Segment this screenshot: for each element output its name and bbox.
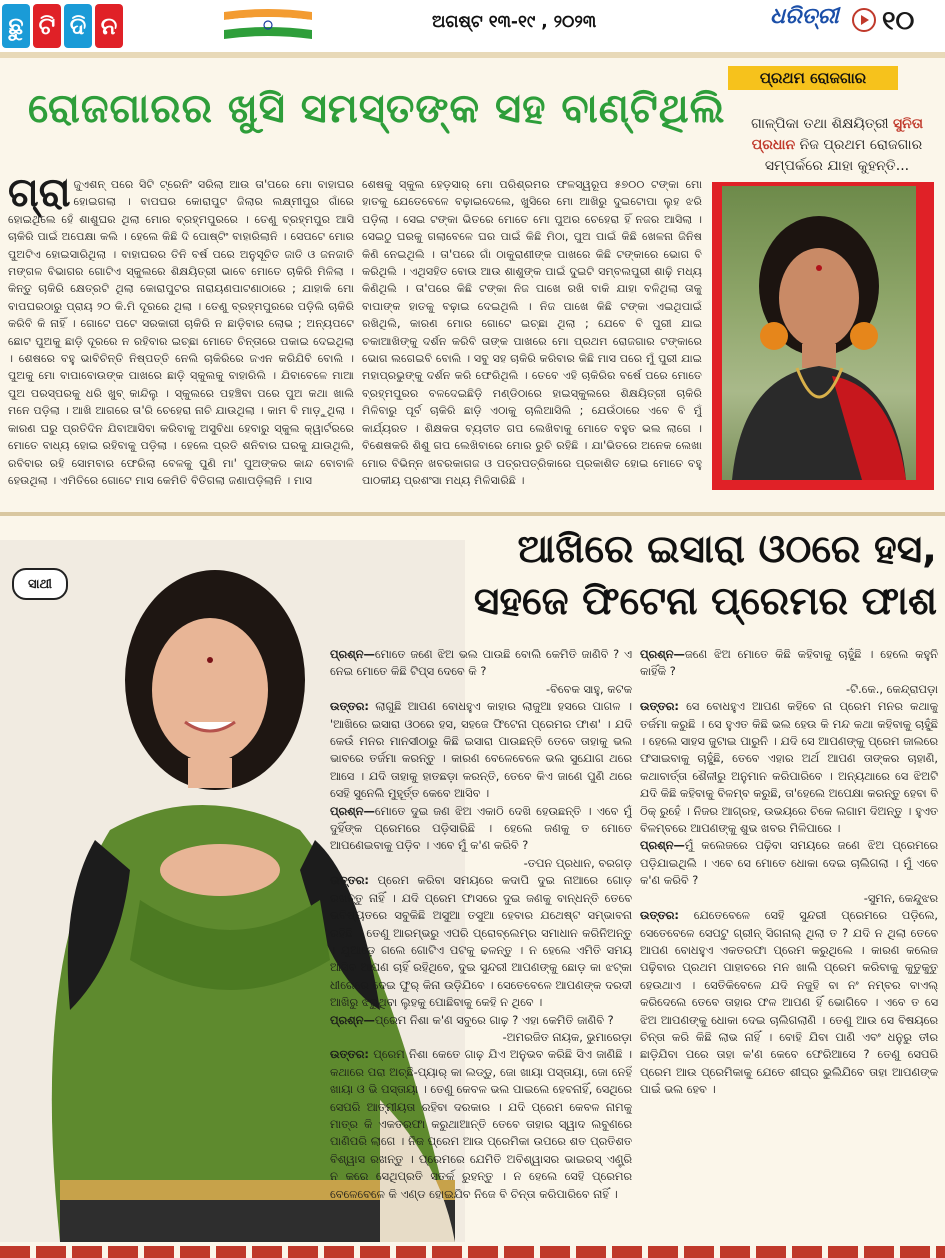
section-tile: ଦି (64, 4, 92, 48)
headline: ରୋଜଗାରର ଖୁସି ସମସ୍ତଙ୍କ ସହ ବାଣ୍ଟିଥିଲି (28, 86, 726, 132)
question-label: ପ୍ରଶ୍ନ— (640, 647, 685, 661)
reader-signature: -ଟି.କେ., କେନ୍ଦ୍ରାପଡ଼ା (846, 681, 938, 696)
answer-text: ଯେତେବେଳେ ସେହି ସୁନ୍ଦରୀ ପ୍ରେମରେ ପଡ଼ିଲେ, ସେତେବେଳେ ସେପଟୁ ଗ୍ରୀନ୍ ସିଗନାଲ୍ ଥିଲା ତ ? ଯଦି ନ ଥିଲା ତେବେ ଆପଣ ବୋଧହୁଏ ଏକତରଫା ପ୍ରେମ କରୁଥିଲେ । କାରଣ କଲେଜ ପଢ଼ିବାର ପ୍ରଥମ ପାହାଚରେ ମନ ଖାଲି ପ୍ରେମ କରିବାକୁ କୁତୁକୁତୁ ହେଉଥାଏ । ସେତିକିବେଳେ ଯଦି ନଜୁହି ବା ନଂ ନମ୍ବର ବାଏଲ୍ କରିଦେଲେ ତେବେ ତାହାର ଫଳ ଆପଣ ହିଁ ଭୋଗିବେ । ଏବେ ତ ସେ ଝିଅ ଆପଣଙ୍କୁ ଧୋକା ଦେଇ ଚାଲିଗଲାଣି । ତେଣୁ ଆଉ ସେ ବିଷୟରେ ଚିନ୍ତା କରି କିଛି ଲାଭ ନାହିଁ । ବୋହି ଯିବା ପାଣି ଏବଂ ଧନୁରୁ ତୀର ଛାଡ଼ିଯିବା ପରେ ତାହା କ'ଣ କେବେ ଫେରିଆସେ ? ତେଣୁ ସେପରି ପ୍ରେମ ଆଉ ପ୍ରେମିକାକୁ ଯେତେ ଶୀଘ୍ର ଭୁଲିଯିବେ ତାହା ଆପଣଙ୍କ ପାଇଁ ଭଲ ହେବ । (640, 908, 938, 1097)
headline-line-1: ଆଖିରେ ଇସାରା ଓଠରେ ହସ, (517, 527, 937, 572)
question-text: ମୋତେ ଦୁଇ ଜଣ ଝିଅ ଏକାଠି ଦେଖି ହେଉଛନ୍ତି । ଏବେ ମୁଁ ଦୁହିଁଙ୍କ ପ୍ରେମରେ ପଡ଼ିସାରିଛି । ହେଲେ ଜଣକୁ ତ ମୋତେ ଆପଣେଇବାକୁ ପଡ଼ିବ । ଏବେ ମୁଁ କ'ଣ କରିବି ? (330, 803, 632, 853)
issue-date: ଅଗଷ୍ଟ ୧୩-୧୯ , ୨୦୨୩ (432, 12, 597, 32)
author-name: ସୁନିତା ପ୍ରଧାନ (751, 116, 923, 153)
qa-headline (345, 524, 937, 628)
answer-text: ପ୍ରେମ ନିଶା କେତେ ଗାଢ଼ ଯିଏ ଅନୁଭବ କରିଛି ସିଏ ଜାଣିଛି । କଥାରେ ପରା ଅଚ୍ଛି-ପ୍ୟାର୍ କା ଲଡ୍ଡୁ, ଜୋ ଖାୟା ପସ୍ତାୟା, ଜୋ ନେହିଁ ଖାୟା ଓ ଭି ପସ୍ତାୟା । ତେଣୁ କେବଳ ଭଲ ପାଇଲେ ହେବନାହିଁ, ସେଥିରେ ସେପରି ଆତ୍ମୀୟତା ରହିବା ଦରକାର । ଯଦି ପ୍ରେମ କେବଳ ନାମକୁ ମାତ୍ର କି ଏକତରଫା କରୁଥାଆନ୍ତି ତେବେ ତାହାର ସ୍ୱାଦ ଲବୁଣରେ ପାଣିପରି ଲାଗେ । ନିଜ ପ୍ରେମ ଆଉ ପ୍ରେମିକା ଉପରେ ଶତ ପ୍ରତିଶତ ବିଶ୍ୱାସ ରଖନ୍ତୁ । ପ୍ରେମରେ ଯେମିତି ଅବିଶ୍ୱାସର ଭାଇରସ୍ ଏଣ୍ଟ୍ରି ନ କରେ ସେଥିପ୍ରତି ସତର୍କ ରୁହନ୍ତୁ । ନ ହେଲେ ସେହି ପ୍ରେମର ବେଳେବେଳେ କି ଏଣ୍ଡ ହୋଇଯିବ ନିଜେ ବି ଚିନ୍ତା କରିପାରିବେ ନାହିଁ । (330, 1047, 632, 1201)
play-icon (852, 8, 876, 32)
section-tile: ନ (95, 4, 123, 48)
indian-flag-icon (222, 6, 314, 44)
article-text: ଶେଷକୁ ସ୍କୁଲ ହେଡ଼ସାର୍ ମୋ ପରିଶ୍ରମର ଫଳସ୍ୱରୂପ ୫୭୦୦ ଟଙ୍କା ମୋ ହାତକୁ ଯେତେବେଳେ ବଢ଼ାଇଦେଲେ, ଖୁସିରେ ମୋ ଆଖିରୁ ଦୁଇଟୋପା ଲୁହ ଝରି ପଡ଼ିଲା । ସେଇ ଟଙ୍କା ଭିତରେ ମୋତେ ମୋ ପୁଅର ଚେହେରା ହିଁ ନଜର ଆସିଲା । ସେଇଠୁ ଘରକୁ ଗଲାବେଳେ ଘର ପାଇଁ କିଛି ମିଠା, ପୁଅ ପାଇଁ କିଛି ଖେଳନା ଜିନିଷ କିଣି ନେଇଥିଲି । ତା'ପରେ ଗାଁ ଠାକୁରାଣୀଙ୍କ ପାଖରେ କିଛି ଟଙ୍କାରେ ଭୋଗ ବି କରିଥିଲି । ଏଥିସହିତ ବୋଉ ଆଉ ଶାଶୁଙ୍କ ପାଇଁ ଦୁଇଟି ସମ୍ବଲପୁରୀ ଶାଢ଼ି ମଧ୍ୟ କିଣିଥିଲି । ତା'ପରେ କିଛି ଟଙ୍କା ନିଜ ପାଖେ ରଖି ବାକି ଯାହା ବଳିଥିଲା ତାକୁ ବାପାଙ୍କ ହାତକୁ ବଢ଼ାଇ ଦେଇଥିଲି । ନିଜ ପାଖେ କିଛି ଟଙ୍କା ଏଇଥିପାଇଁ ରଖିଥିଲି, କାରଣ ମୋର ଗୋଟେ ଇଚ୍ଛା ଥିଲା ; ଯେବେ ବି ପୁରୀ ଯାଇ ଚକାଆଖିଙ୍କୁ ଦର୍ଶନ କରିବି ତାଙ୍କ ପାଖରେ ମୋ ପ୍ରଥମ ରୋଜଗାର ଟଙ୍କାରେ ଭୋଗ ଲଗେଇବି ବୋଲି । ସବୁ ସହ ଚାକିରି କରିବାର କିଛି ମାସ ପରେ ମୁଁ ପୁରୀ ଯାଇ ମହାପ୍ରଭୁଙ୍କୁ ଦର୍ଶନ କରି ଫେରିଥିଲି । ତେବେ ଏହି ଚାକିରିର ବର୍ଷେ ପରେ ମୋତେ ବ୍ରହ୍ମପୁରର ବଳଦେଇଛିଡ଼ି ମଣ୍ଡିଠାରେ ହାଇସ୍କୁଲରେ ଶିକ୍ଷୟିତ୍ରୀ ଚାକିରି ମିଳିବାରୁ ପୂର୍ବ ଚାକିରି ଛାଡ଼ି ଏଠାକୁ ଚାଲିଆସିଲି ; ଯେଉଁଠାରେ ଏବେ ବି ମୁଁ କାର୍ଯ୍ୟରତ । ଶିକ୍ଷକତା ବ୍ୟତୀତ ଗପ ଲେଖିବାକୁ ମୋତେ ବହୁତ ଭଲ ଲାଗେ । ବିଶେଷକରି ଶିଶୁ ଗପ ଲେଖିବାରେ ମୋର ରୁଚି ରହିଛି । ଯା'ଭିତରେ ଅନେକ ଲେଖା ମୋର ବିଭିନ୍ନ ଖବରକାଗଜ ଓ ପତ୍ରପତ୍ରିକାରେ ପ୍ରକାଶିତ ହୋଇ ମୋତେ ବହୁ ପାଠକୀୟ ପ୍ରଶଂସା ମଧ୍ୟ ମିଳିସାରିଛି । (362, 178, 702, 487)
drop-cap: ଗ୍ରା (8, 176, 71, 216)
page-footer-rule (0, 1246, 945, 1258)
article-text: ଜୁଏଶନ୍ ପରେ ସିଟି ଟ୍ରେନିଂ ସରିଲା ଆଉ ତା'ପରେ ମୋ ବାହାଘର ହୋଇଗଲା । ବାପଘର କୋରାପୁଟ ଜିଲାର ଲକ୍ଷ୍ମୀପୁର ଗାଁରେ ହୋଇଥିଲେ ହେଁ ଶାଶୁଘର ଥିଲା ମୋର ବ୍ରହ୍ମପୁରରେ । ତେଣୁ ବ୍ରହ୍ମପୁର ଆସି ଚାକିରି ପାଇଁ ଅପେକ୍ଷା କଲି । ହେଲେ କିଛି ଦି ପୋଷ୍ଟିଂ ବାହାରିଲାନି । ସେପଟେ ମୋର ପୁଅଟିଏ ହୋଇସାରିଥିଲା । ବାହାଘରର ତିନି ବର୍ଷ ପରେ ଅନୁସୂଚିତ ଜାତି ଓ ଜନଜାତି ମଙ୍ଗଳ ବିଭାଗର ଗୋଟିଏ ସ୍କୁଲରେ ଶିକ୍ଷୟିତ୍ରୀ ଭାବେ ମୋତେ ଚାକିରି ମିଳିଲା । କିନ୍ତୁ ଚାକିରି କ୍ଷେତ୍ରଟି ଥିଲା କୋରାପୁଟର ନାରାୟଣପାଟଣାଠାରେ ; ଯାହାକି ମୋ ବାପଘରଠାରୁ ପ୍ରାୟ ୨୦ କି.ମି ଦୂରରେ ଥିଲା । ତେଣୁ ବ୍ରହ୍ମପୁରରେ ପଡ଼ିଲି ଚାକିରି କରିବି କି ନାହିଁ । ଗୋଟେ ପଟେ ସରକାରୀ ଚାକିରି ନ ଛାଡ଼ିବାର ଲୋଭ ; ଅନ୍ୟପଟେ ଛୋଟ ପୁଅକୁ ଛାଡ଼ି ଦୂରରେ ନ ରହିବାର ଇଚ୍ଛା ମୋତେ ଚିନ୍ତାରେ ପକାଇ ଦେଇଥିଲା । ଶେଷରେ ବହୁ ଭାବିଚିନ୍ତି ନିଷ୍ପତ୍ତି ନେଲି ଚାକିରିରେ ଜଏନ କରିଯିବି ବୋଲି । ପୁଅକୁ ମୋ ବାପାବୋଉଙ୍କ ପାଖରେ ଛାଡ଼ି ସ୍କୁଲକୁ ବାହାରିଲି । ଯିବାବେଳେ ମାଆ ପୁଅ ପରସ୍ପରକୁ ଧରି ଖୁବ୍ କାନ୍ଦିଲୁ । ସ୍କୁଲରେ ପହଞ୍ଚିବା ପରେ ପୁଅ କଥା ଖାଲି ମନେ ପଡ଼ିଲା । ଆଖି ଆଗରେ ତା'ରି ଚେହେରା ନାଚି ଯାଉଥିଲା । କାମ ବି ମାଡ଼ୁଥିଲା । କାରଣ ଘରୁ ପ୍ରତିଦିନ ଯିବାଆସିବା କରିବାକୁ ଅସୁବିଧା ହେବାରୁ ସ୍କୁଲ କ୍ୱାର୍ଟରରେ ମୋତେ ବାଧ୍ୟ ହୋଇ ରହିବାକୁ ପଡ଼ିଲା । ହେଲେ ପ୍ରତି ଶନିବାର ଘରକୁ ଯାଉଥିଲି, ରବିବାର ରହି ସୋମବାର ଫେରିଲା ବେଳକୁ ପୁଣି ମା' ପୁଅଙ୍କର କାନ୍ଦ ବୋବାଳି ହେଉଥିଲା । ଏମିତିରେ ଗୋଟେ ମାସ କେମିତି ବିତିଗଲା ଜଣାପଡ଼ିଲାନି । ମାସ (8, 178, 354, 487)
intro-suffix: ନିଜ ପ୍ରଥମ ରୋଜଗାର ସମ୍ପର୍କରେ ଯାହା କୁହନ୍ତି... (764, 137, 923, 174)
headline-line-2: ସହଜେ ଫିଟେନା ପ୍ରେମର ଫାଶ (473, 579, 937, 624)
page-number: ୧୦ (882, 6, 915, 36)
reader-signature: -ଅମରଜିତ ନାୟକ, ଭୁମାରେଡ଼ା (502, 1029, 632, 1044)
masthead (0, 0, 945, 52)
intro-prefix: ଗାଳ୍ପିକା ତଥା ଶିକ୍ଷୟିତ୍ରୀ (751, 116, 889, 132)
qa-item (640, 646, 938, 837)
answer-text: ପ୍ରେମ କରିବା ସମୟରେ କଦାପି ଦୁଇ ନାଆରେ ଗୋଡ଼ ରଖନ୍ତୁ ନାହିଁ । ଯଦି ପ୍ରେମ ଫାସରେ ଦୁଇ ଜଣକୁ ବାନ୍ଧନ୍ତି ତେବେ ଭବିଷ୍ୟତରେ ସବୁକିଛି ଅସୁଆ ତସୁଆ ହେବାର ଯଥେଷ୍ଟ ସମ୍ଭାବନା ରହିଛି । ତେଣୁ ଆରମ୍ଭରୁ ଏପରି ପ୍ରୋବ୍ଲେମ୍‌ର ସମାଧାନ କରିନିଅନ୍ତୁ । ଯୁଆଡ଼େ ଗଲେ ଗୋଟିଏ ପଟକୁ ଢଳନ୍ତୁ । ନ ହେଲେ ଏମିତି ସମୟ ଆସିବ ଆପଣ ଚାହିଁ ରହିଥିବେ, ଦୁଇ ସୁନ୍ଦରୀ ଆପଣଙ୍କୁ ଛୋଡ଼ କା ଝଟ୍‌କା ଧୀରେରେ ଦେଇ ଫୁର୍ କିନା ଉଡ଼ିଯିବେ । ସେତେବେଳେ ଆପଣଙ୍କ ଦରଦୀ ଆଖିରୁ ଝରୁଥିବା ଲୁହକୁ ପୋଛିବାକୁ କେହି ନ ଥିବେ । (330, 873, 632, 1010)
brand-logo: ଧରିତ୍ରୀ (770, 4, 839, 29)
question-text: ଜଣେ ଝିଅ ମୋତେ କିଛି କହିବାକୁ ଚାହୁଁଛି । ହେଲେ କହୁନି କାହିଁକି ? (640, 647, 938, 679)
question-label: ପ୍ରଶ୍ନ— (330, 1012, 375, 1027)
section-divider (0, 512, 945, 516)
answer-text: ସେ ବୋଧହୁଏ ଆପଣ କହିବେ ନା ପ୍ରେମ ମନର କଥାକୁ ତର୍ଜମା କରୁଛି । ସେ ହୁଏତ କିଛି ଭଲ ହେଉ କି ମନ୍ଦ କଥା କହିବାକୁ ଚାହୁଁଛି । ହେଲେ ସାହସ ଜୁଟାଇ ପାରୁନି । ଯଦି ସେ ଆପଣଙ୍କୁ ପ୍ରେମ ଜାଲରେ ଫସାଇବାକୁ ଚାହୁଁଛି, ତେବେ ଏହାର ଅର୍ଥ ଆପଣ ତାଙ୍କର ଚାହାଣି, କଥାବାର୍ତ୍ତା ଶୈଳୀରୁ ଅନୁମାନ କରିପାରିବେ । ଅନ୍ୟଥାରେ ସେ ଝିଅଟି ଯଦି କିଛି କହିବାକୁ ବିଳମ୍ବ କରୁଛି, ତା'ହେଲେ ଅପେକ୍ଷା କରନ୍ତୁ ହେବା ବି ଠିକ୍ ରୁହେଁ । ନିଜର ଆଗ୍ରହ, ଉଭୟରେ ଚିକେ ଲଗାମ ଦିଅନ୍ତୁ । ହୁଏତ ବିଳମ୍ବରେ ଆପଣଙ୍କୁ ଶୁଭ ଖବର ମିଳିପାରେ । (640, 699, 938, 836)
question-label: ପ୍ରଶ୍ନ— (330, 803, 375, 818)
answer-label: ଉତ୍ତର: (330, 1047, 369, 1062)
answer-label: ଉତ୍ତର: (640, 699, 679, 714)
question-text: ପ୍ରେମ ନିଶା କ'ଣ ସବୁରେ ଗାଢ଼ ? ଏହା କେମିତି ଜାଣିବି ? (374, 1012, 614, 1027)
qa-item (330, 1012, 632, 1203)
qa-column-2 (640, 646, 938, 1244)
answer-label: ଉତ୍ତର: (640, 908, 679, 923)
answer-text: ଲାଗୁଛି ଆପଣ ବୋଧହୁଏ କାହାର ଲାଜୁଆ ହସରେ ପାଗଳ । 'ଆଖିରେ ଇସାରା ଓଠରେ ହସ, ସହଜେ ଫିଟେନା ପ୍ରେମର ଫାଶ' । ଯଦି କେଉଁ ମନର ମାନସୀଠାରୁ କିଛି ଇସାରା ପାଉଛନ୍ତି ତେବେ ତାହାକୁ ଭଲ ଭାବରେ ତର୍ଜମା କରନ୍ତୁ । କାରଣ ବେଳେବେଳେ ଭଲ ସୁଯୋଗ ଥରେ ଆସେ । ଯଦି ତାହାକୁ ହାତଛଡ଼ା କରନ୍ତି, ତେବେ କିଏ ଜାଣେ ପୁଣି ଥରେ ସେହି ସୁନେଲି ମୁହୂର୍ତ୍ତ କେବେ ଆସିବ । (330, 699, 632, 801)
qa-item (330, 803, 632, 1012)
section-tile: ଛୁ (2, 4, 30, 48)
answer-label: ଉତ୍ତର: (330, 873, 369, 888)
reader-signature: -ସୁମନ, କେନ୍ଦୁଝର (863, 890, 938, 905)
header-divider (0, 52, 945, 58)
article-column-1 (8, 176, 354, 506)
section-tag: ପ୍ରଥମ ରୋଜଗାର (728, 66, 898, 90)
section-tile: ଟି (33, 4, 61, 48)
story-intro (748, 114, 926, 177)
qa-item (640, 837, 938, 1098)
question-text: ମୁଁ କଲେଜରେ ପଢ଼ିବା ସମୟରେ ଜଣେ ଝିଅ ପ୍ରେମରେ ପଡ଼ିଯାଇଥିଲି । ଏବେ ସେ ମୋତେ ଧୋକା ଦେଇ ଚାଲିଗଲା । ମୁଁ ଏବେ କ'ଣ କରିବି ? (640, 838, 938, 888)
qa-column-1 (330, 646, 632, 1244)
answer-label: ଉତ୍ତର: (330, 699, 369, 714)
qa-item (330, 646, 632, 803)
question-label: ପ୍ରଶ୍ନ— (640, 838, 685, 853)
question-text: ମୋତେ ଜଣେ ଝିଅ ଭଲ ପାଉଛି ବୋଲି କେମିତି ଜାଣିବି ? ଏ ନେଇ ମୋତେ କିଛି ଟିପ୍ସ ଦେବେ କି ? (330, 647, 632, 679)
author-portrait (722, 186, 916, 480)
reader-signature: -ବିବେକ ସାହୁ, କଟକ (545, 681, 632, 696)
article-column-2 (362, 176, 702, 506)
reader-signature: -ତପନ ପ୍ରଧାନ, ବରଗଡ଼ (523, 855, 632, 870)
column-tag: ସାଥୀ (12, 568, 68, 600)
question-label: ପ୍ରଶ୍ନ— (330, 647, 375, 661)
